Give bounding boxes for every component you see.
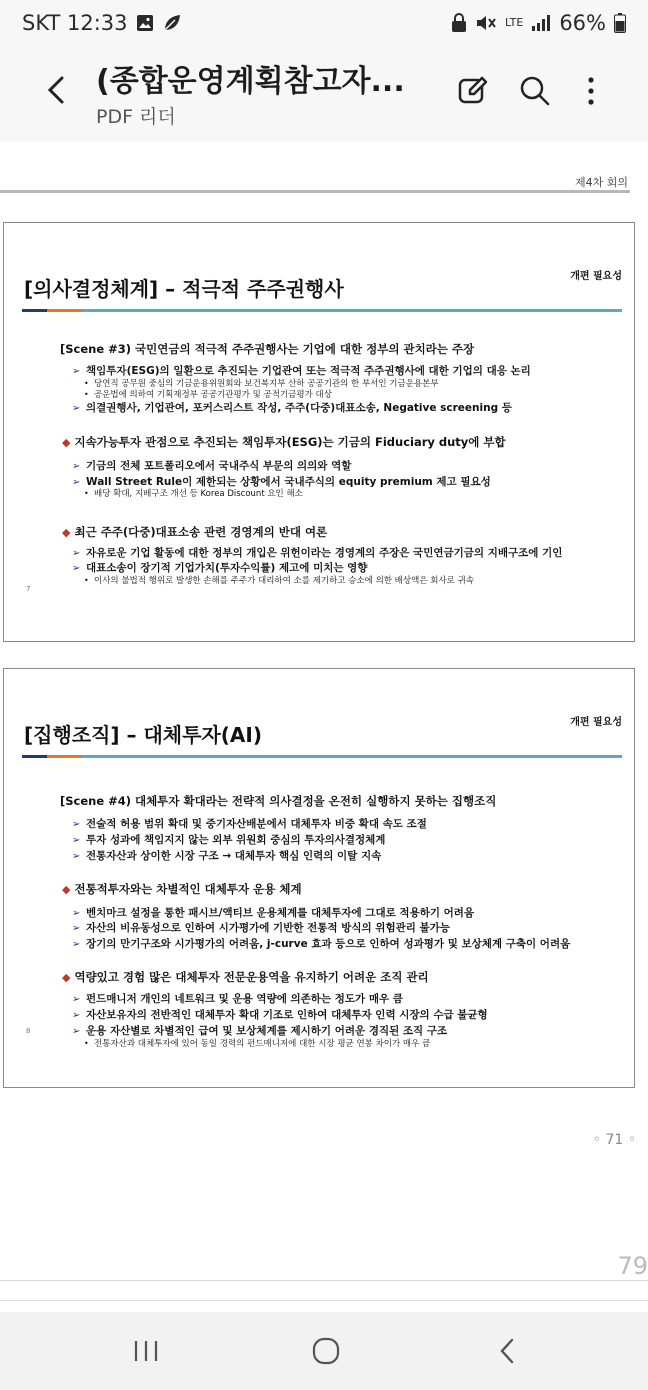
line-text: 전통자산과 대체투자에 있어 동일 경력의 펀드매니저에 대한 시장 평균 연봉 차이가 매우 큼 bbox=[94, 1039, 431, 1049]
more-options-icon[interactable] bbox=[574, 74, 608, 108]
app-bar bbox=[0, 46, 648, 143]
line-text: [Scene #4) 대체투자 확대라는 전략적 의사결정을 온전히 실행하지 못하는 집행조직 bbox=[60, 794, 497, 808]
line-text: 투자 성과에 책임지지 않는 외부 위원회 중심의 투자의사결정체계 bbox=[86, 834, 386, 846]
slide-line bbox=[84, 388, 332, 400]
line-text: 자산의 비유동성으로 인하여 시가평가에 기반한 전통적 방식의 위험관리 불가능 bbox=[86, 922, 450, 934]
slide-line bbox=[84, 1037, 430, 1049]
line-text: 전술적 허용 범위 확대 및 중기자산배분에서 대체투자 비중 확대 속도 조절 bbox=[86, 818, 427, 830]
slide-line bbox=[72, 816, 427, 831]
diamond-bullet-icon: ◆ bbox=[62, 971, 71, 984]
line-text: 자산보유자의 전반적인 대체투자 확대 기조로 인하여 대체투자 인력 시장의 수급 불균형 bbox=[86, 1009, 488, 1021]
slide-line bbox=[60, 341, 474, 357]
arrow-bullet-icon: ➢ bbox=[72, 1010, 81, 1021]
line-text: Wall Street Rule이 제한되는 상황에서 국내주식의 equity premium 제고 필요성 bbox=[86, 476, 491, 488]
divider bbox=[0, 1300, 648, 1301]
slide-line bbox=[72, 1023, 447, 1038]
line-text: 기금의 전체 포트폴리오에서 국내주식 부문의 의의와 역할 bbox=[86, 460, 352, 472]
slide-line bbox=[72, 905, 474, 920]
arrow-bullet-icon: ➢ bbox=[72, 923, 81, 934]
slide-line bbox=[72, 991, 403, 1006]
arrow-bullet-icon: ➢ bbox=[72, 366, 81, 377]
slide-line bbox=[72, 400, 512, 415]
line-text: 역량있고 경험 많은 대체투자 전문운용역을 유지하기 어려운 조직 관리 bbox=[74, 970, 429, 984]
slide-line bbox=[84, 574, 474, 586]
line-text: 벤치마크 설정을 통한 패시브/액티브 운용체계를 대체투자에 그대로 적용하기 어려움 bbox=[86, 907, 475, 919]
line-text: 이사의 불법적 행위로 발생한 손해를 주주가 대리하여 소를 제기하고 승소에 의한 배상액은 회사로 귀속 bbox=[94, 576, 474, 586]
line-text: 지속가능투자 관점으로 추진되는 책임투자(ESG)는 기금의 Fiduciary duty에 부합 bbox=[74, 435, 506, 449]
gallery-icon bbox=[136, 14, 154, 32]
mute-icon bbox=[475, 13, 497, 33]
slide-line bbox=[72, 936, 570, 951]
slide-badge: 개편 필요성 bbox=[570, 717, 622, 728]
slide-line bbox=[72, 458, 351, 473]
line-text: 의결권행사, 기업관여, 포커스리스트 작성, 주주(다중)대표소송, Negative screening 등 bbox=[86, 402, 512, 414]
slide-line bbox=[72, 848, 381, 863]
signal-icon bbox=[531, 14, 551, 32]
arrow-bullet-icon: ➢ bbox=[72, 403, 81, 414]
slide-title: [의사결정체계] – 적극적 주주권행사 bbox=[24, 277, 344, 301]
arrow-bullet-icon: ➢ bbox=[72, 994, 81, 1005]
slide-line bbox=[72, 545, 562, 560]
battery-icon bbox=[614, 13, 626, 33]
slide-line bbox=[72, 560, 367, 575]
search-icon[interactable] bbox=[518, 74, 552, 108]
arrow-bullet-icon: ➢ bbox=[72, 819, 81, 830]
diamond-bullet-icon: ◆ bbox=[62, 883, 71, 896]
page-counter: 79 bbox=[617, 1252, 648, 1280]
slide-line bbox=[62, 881, 302, 897]
line-text: 배당 확대, 지배구조 개선 등 Korea Discount 요인 해소 bbox=[94, 489, 303, 499]
slide-line bbox=[72, 920, 450, 935]
slide-title: [집행조직] – 대체투자(AI) bbox=[24, 723, 262, 747]
dot-bullet-icon: • bbox=[84, 1039, 89, 1048]
title-accent-bar bbox=[22, 309, 622, 312]
slide-8 bbox=[3, 668, 635, 1088]
line-text: 장기의 만기구조와 시가평가의 어려움, j-curve 효과 등으로 인하여 성과평가 및 보상체계 구축이 어려움 bbox=[86, 938, 571, 950]
line-text: 공운법에 의하여 기획재정부 공공기관평가 및 공적기금평가 대상 bbox=[94, 390, 332, 400]
slide-line bbox=[62, 969, 429, 985]
line-text: 책임투자(ESG)의 일환으로 추진되는 기업관여 또는 적극적 주주권행사에 대한 기업의 대응 논리 bbox=[86, 365, 531, 377]
dot-bullet-icon: • bbox=[84, 489, 89, 498]
slide-line bbox=[72, 1007, 488, 1022]
line-text: 최근 주주(다중)대표소송 관련 경영계의 반대 여론 bbox=[74, 525, 328, 539]
edit-icon[interactable] bbox=[456, 74, 490, 108]
arrow-bullet-icon: ➢ bbox=[72, 548, 81, 559]
arrow-bullet-icon: ➢ bbox=[72, 835, 81, 846]
divider bbox=[0, 1280, 648, 1281]
leaf-icon bbox=[162, 13, 182, 33]
arrow-bullet-icon: ➢ bbox=[72, 939, 81, 950]
meeting-label: 제4차 회의 bbox=[575, 176, 628, 189]
arrow-bullet-icon: ➢ bbox=[72, 461, 81, 472]
line-text: 대표소송이 장기적 기업가치(투자수익률) 제고에 미치는 영향 bbox=[86, 562, 368, 574]
page-number: ◦ 71 ◦ bbox=[592, 1132, 636, 1148]
slide-line bbox=[72, 832, 385, 847]
line-text: 전통자산과 상이한 시장 구조 → 대체투자 핵심 인력의 이탈 지속 bbox=[86, 850, 382, 862]
line-text: 펀드매니저 개인의 네트워크 및 운용 역량에 의존하는 정도가 매우 큼 bbox=[86, 993, 403, 1005]
system-nav-bar bbox=[0, 1312, 648, 1390]
dot-bullet-icon: • bbox=[84, 390, 89, 399]
lock-icon bbox=[451, 13, 467, 33]
arrow-bullet-icon: ➢ bbox=[72, 477, 81, 488]
dot-bullet-icon: • bbox=[84, 576, 89, 585]
slide-page-number: 7 bbox=[26, 585, 31, 593]
page-header-line bbox=[0, 190, 630, 193]
battery-percent: 66% bbox=[559, 11, 606, 35]
slide-7 bbox=[3, 222, 635, 642]
slide-line bbox=[72, 363, 531, 378]
slide-line bbox=[62, 434, 506, 450]
carrier-time: SKT 12:33 bbox=[22, 11, 128, 35]
slide-line bbox=[84, 487, 303, 499]
line-text: 자유로운 기업 활동에 대한 정부의 개입은 위헌이라는 경영계의 주장은 국민연금기금의 지배구조에 기인 bbox=[86, 547, 563, 559]
line-text: [Scene #3) 국민연금의 적극적 주주권행사는 기업에 대한 정부의 관치라는 주장 bbox=[60, 342, 475, 356]
back-icon[interactable] bbox=[488, 1336, 528, 1366]
diamond-bullet-icon: ◆ bbox=[62, 436, 71, 449]
line-text: 운용 자산별로 차별적인 급여 및 보상체계를 제시하기 어려운 경직된 조직 구조 bbox=[86, 1025, 448, 1037]
arrow-bullet-icon: ➢ bbox=[72, 851, 81, 862]
diamond-bullet-icon: ◆ bbox=[62, 526, 71, 539]
slide-line bbox=[62, 524, 327, 540]
arrow-bullet-icon: ➢ bbox=[72, 1026, 81, 1037]
app-subtitle: PDF 리더 bbox=[96, 106, 176, 128]
home-icon[interactable] bbox=[306, 1336, 346, 1366]
status-bar bbox=[0, 0, 648, 46]
pdf-page[interactable] bbox=[0, 142, 648, 1312]
recent-apps-icon[interactable] bbox=[126, 1336, 166, 1366]
slide-badge: 개편 필요성 bbox=[570, 271, 622, 282]
back-arrow-icon[interactable] bbox=[38, 70, 78, 110]
document-title: (종합운영계획참고자... bbox=[96, 64, 405, 99]
title-accent-bar bbox=[22, 755, 622, 758]
lte-indicator: LTE bbox=[505, 16, 524, 29]
arrow-bullet-icon: ➢ bbox=[72, 563, 81, 574]
dot-bullet-icon: • bbox=[84, 379, 89, 388]
line-text: 전통적투자와는 차별적인 대체투자 운용 체계 bbox=[74, 882, 302, 896]
arrow-bullet-icon: ➢ bbox=[72, 908, 81, 919]
slide-page-number: 8 bbox=[26, 1027, 31, 1035]
line-text: 당연직 공무원 중심의 기금운용위원회와 보건복지부 산하 공공기관의 한 부서인 기금운용본부 bbox=[94, 379, 439, 389]
slide-line bbox=[60, 793, 496, 809]
